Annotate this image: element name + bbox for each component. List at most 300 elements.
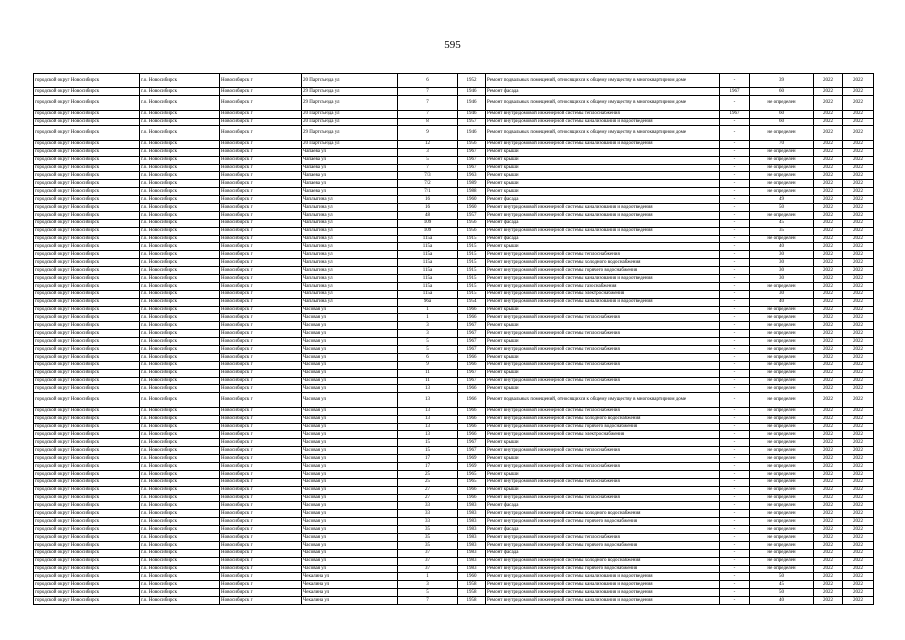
table-row xyxy=(34,227,874,235)
cell-house-number: 9 xyxy=(398,361,458,369)
cell-settlement: Новосибирск г xyxy=(220,74,302,88)
cell-district: г.о. Новосибирск xyxy=(140,346,220,354)
cell-build-year: 1946 xyxy=(458,126,486,140)
cell-plan-end-year: 2022 xyxy=(843,196,874,204)
cell-municipality: городской округ Новосибирск xyxy=(34,298,140,306)
cell-work-type: Ремонт внутридомовой инженерной системы холодного водоснабжения xyxy=(486,510,720,518)
cell-wear-percent: не определен xyxy=(750,541,814,549)
cell-last-repair-year: - xyxy=(720,415,750,423)
cell-plan-start-year: 2022 xyxy=(814,541,843,549)
cell-street: Чаплыгина ул xyxy=(302,251,398,259)
cell-municipality: городской округ Новосибирск xyxy=(34,74,140,88)
cell-house-number: 35 xyxy=(398,541,458,549)
cell-plan-end-year: 2022 xyxy=(843,431,874,439)
cell-work-type: Ремонт внутридомовой инженерной системы горячего водоснабжения xyxy=(486,518,720,526)
cell-district: г.о. Новосибирск xyxy=(140,462,220,470)
cell-plan-start-year: 2022 xyxy=(814,322,843,330)
cell-work-type: Ремонт фасада xyxy=(486,502,720,510)
cell-street: Часовая ул xyxy=(302,494,398,502)
cell-wear-percent: не определен xyxy=(750,494,814,502)
cell-district: г.о. Новосибирск xyxy=(140,227,220,235)
cell-district: г.о. Новосибирск xyxy=(140,455,220,463)
cell-settlement: Новосибирск г xyxy=(220,140,302,148)
cell-settlement: Новосибирск г xyxy=(220,314,302,322)
cell-work-type: Ремонт крыши xyxy=(486,470,720,478)
cell-plan-end-year: 2022 xyxy=(843,180,874,188)
cell-plan-end-year: 2022 xyxy=(843,353,874,361)
cell-district: г.о. Новосибирск xyxy=(140,235,220,243)
cell-last-repair-year: - xyxy=(720,259,750,267)
cell-plan-end-year: 2022 xyxy=(843,148,874,156)
cell-work-type: Ремонт внутридомовой инженерной системы электроснабжения xyxy=(486,290,720,298)
cell-plan-start-year: 2022 xyxy=(814,330,843,338)
cell-work-type: Ремонт фасада xyxy=(486,88,720,96)
cell-plan-start-year: 2022 xyxy=(814,172,843,180)
cell-street: Чапаева ул xyxy=(302,148,398,156)
cell-last-repair-year: - xyxy=(720,274,750,282)
cell-build-year: 1967 xyxy=(458,377,486,385)
cell-settlement: Новосибирск г xyxy=(220,164,302,172)
cell-plan-end-year: 2022 xyxy=(843,314,874,322)
cell-work-type: Ремонт фасада xyxy=(486,219,720,227)
cell-last-repair-year: - xyxy=(720,74,750,88)
cell-house-number: 3 xyxy=(398,581,458,589)
cell-settlement: Новосибирск г xyxy=(220,88,302,96)
cell-last-repair-year: - xyxy=(720,322,750,330)
cell-last-repair-year: - xyxy=(720,494,750,502)
cell-settlement: Новосибирск г xyxy=(220,415,302,423)
cell-work-type: Ремонт внутридомовой инженерной системы холодного водоснабжения xyxy=(486,557,720,565)
cell-municipality: городской округ Новосибирск xyxy=(34,188,140,196)
cell-plan-start-year: 2022 xyxy=(814,338,843,346)
cell-wear-percent: 50 xyxy=(750,203,814,211)
cell-district: г.о. Новосибирск xyxy=(140,573,220,581)
table-row xyxy=(34,346,874,354)
cell-house-number: 13 xyxy=(398,385,458,393)
cell-work-type: Ремонт внутридомовой инженерной системы теплоснабжения xyxy=(486,361,720,369)
cell-municipality: городской округ Новосибирск xyxy=(34,557,140,565)
cell-work-type: Ремонт внутридомовой инженерной системы горячего водоснабжения xyxy=(486,565,720,573)
cell-wear-percent: не определен xyxy=(750,565,814,573)
cell-build-year: 1915 xyxy=(458,282,486,290)
cell-last-repair-year: - xyxy=(720,541,750,549)
cell-district: г.о. Новосибирск xyxy=(140,431,220,439)
cell-work-type: Ремонт фасада xyxy=(486,526,720,534)
cell-work-type: Ремонт крыши xyxy=(486,188,720,196)
cell-house-number: 33 xyxy=(398,510,458,518)
cell-house-number: 27 xyxy=(398,494,458,502)
cell-wear-percent: не определен xyxy=(750,385,814,393)
cell-district: г.о. Новосибирск xyxy=(140,298,220,306)
cell-street: Часовая ул xyxy=(302,361,398,369)
table-row xyxy=(34,203,874,211)
cell-plan-end-year: 2022 xyxy=(843,526,874,534)
cell-wear-percent: не определен xyxy=(750,211,814,219)
cell-wear-percent: 60 xyxy=(750,118,814,126)
cell-plan-end-year: 2022 xyxy=(843,235,874,243)
table-row xyxy=(34,148,874,156)
cell-settlement: Новосибирск г xyxy=(220,597,302,605)
cell-municipality: городской округ Новосибирск xyxy=(34,415,140,423)
cell-settlement: Новосибирск г xyxy=(220,589,302,597)
cell-last-repair-year: - xyxy=(720,306,750,314)
cell-municipality: городской округ Новосибирск xyxy=(34,330,140,338)
cell-municipality: городской округ Новосибирск xyxy=(34,470,140,478)
table-row xyxy=(34,314,874,322)
cell-municipality: городской округ Новосибирск xyxy=(34,494,140,502)
cell-plan-end-year: 2022 xyxy=(843,96,874,110)
cell-street: Часовая ул xyxy=(302,470,398,478)
cell-settlement: Новосибирск г xyxy=(220,298,302,306)
cell-build-year: 1958 xyxy=(458,597,486,605)
cell-district: г.о. Новосибирск xyxy=(140,385,220,393)
cell-settlement: Новосибирск г xyxy=(220,180,302,188)
cell-plan-start-year: 2022 xyxy=(814,251,843,259)
cell-work-type: Ремонт фасада xyxy=(486,549,720,557)
cell-district: г.о. Новосибирск xyxy=(140,180,220,188)
table-row xyxy=(34,407,874,415)
cell-plan-end-year: 2022 xyxy=(843,407,874,415)
cell-work-type: Ремонт крыши xyxy=(486,180,720,188)
cell-settlement: Новосибирск г xyxy=(220,126,302,140)
cell-house-number: 17 xyxy=(398,462,458,470)
cell-build-year: 1915 xyxy=(458,274,486,282)
table-row xyxy=(34,431,874,439)
cell-plan-start-year: 2022 xyxy=(814,502,843,510)
table-row xyxy=(34,353,874,361)
cell-work-type: Ремонт крыши xyxy=(486,353,720,361)
cell-work-type: Ремонт внутридомовой инженерной системы горячего водоснабжения xyxy=(486,423,720,431)
table-row xyxy=(34,164,874,172)
cell-house-number: 37 xyxy=(398,549,458,557)
cell-last-repair-year: - xyxy=(720,96,750,110)
cell-street: 29 Партсъезда ул xyxy=(302,126,398,140)
cell-plan-end-year: 2022 xyxy=(843,322,874,330)
table-row xyxy=(34,211,874,219)
table-row xyxy=(34,518,874,526)
cell-municipality: городской округ Новосибирск xyxy=(34,290,140,298)
cell-build-year: 1966 xyxy=(458,306,486,314)
cell-street: Часовая ул xyxy=(302,423,398,431)
cell-work-type: Ремонт внутридомовой инженерной системы канализования и водоотведения xyxy=(486,589,720,597)
cell-plan-start-year: 2022 xyxy=(814,486,843,494)
cell-municipality: городской округ Новосибирск xyxy=(34,314,140,322)
cell-plan-start-year: 2022 xyxy=(814,211,843,219)
cell-plan-end-year: 2022 xyxy=(843,455,874,463)
cell-wear-percent: 30 xyxy=(750,259,814,267)
cell-house-number: 6 xyxy=(398,353,458,361)
cell-last-repair-year: - xyxy=(720,502,750,510)
cell-build-year: 1946 xyxy=(458,110,486,118)
cell-house-number: 7/2 xyxy=(398,180,458,188)
cell-settlement: Новосибирск г xyxy=(220,346,302,354)
cell-municipality: городской округ Новосибирск xyxy=(34,251,140,259)
cell-street: Часовая ул xyxy=(302,439,398,447)
cell-settlement: Новосибирск г xyxy=(220,393,302,407)
cell-plan-end-year: 2022 xyxy=(843,338,874,346)
cell-build-year: 1966 xyxy=(458,486,486,494)
cell-plan-end-year: 2022 xyxy=(843,330,874,338)
cell-district: г.о. Новосибирск xyxy=(140,533,220,541)
cell-settlement: Новосибирск г xyxy=(220,526,302,534)
cell-municipality: городской округ Новосибирск xyxy=(34,541,140,549)
cell-wear-percent: не определен xyxy=(750,314,814,322)
cell-wear-percent: 50 xyxy=(750,573,814,581)
cell-street: Часовая ул xyxy=(302,385,398,393)
cell-district: г.о. Новосибирск xyxy=(140,478,220,486)
cell-house-number: 115а xyxy=(398,290,458,298)
table-row xyxy=(34,235,874,243)
cell-municipality: городской округ Новосибирск xyxy=(34,140,140,148)
cell-plan-start-year: 2022 xyxy=(814,74,843,88)
cell-street: Чаплыгина ул xyxy=(302,211,398,219)
cell-plan-end-year: 2022 xyxy=(843,597,874,605)
cell-build-year: 1966 xyxy=(458,353,486,361)
cell-house-number: 7 xyxy=(398,96,458,110)
cell-settlement: Новосибирск г xyxy=(220,227,302,235)
table-row xyxy=(34,478,874,486)
cell-district: г.о. Новосибирск xyxy=(140,259,220,267)
cell-last-repair-year: - xyxy=(720,369,750,377)
cell-work-type: Ремонт фасада xyxy=(486,196,720,204)
cell-work-type: Ремонт внутридомовой инженерной системы теплоснабжения xyxy=(486,478,720,486)
cell-district: г.о. Новосибирск xyxy=(140,423,220,431)
cell-build-year: 1966 xyxy=(458,431,486,439)
cell-plan-end-year: 2022 xyxy=(843,346,874,354)
table-row xyxy=(34,589,874,597)
table-row xyxy=(34,369,874,377)
cell-street: Часовая ул xyxy=(302,330,398,338)
cell-work-type: Ремонт крыши xyxy=(486,455,720,463)
cell-district: г.о. Новосибирск xyxy=(140,156,220,164)
cell-wear-percent: не определен xyxy=(750,431,814,439)
cell-build-year: 1983 xyxy=(458,549,486,557)
cell-district: г.о. Новосибирск xyxy=(140,110,220,118)
cell-house-number: 16 xyxy=(398,196,458,204)
cell-street: Чапаева ул xyxy=(302,164,398,172)
cell-plan-end-year: 2022 xyxy=(843,203,874,211)
cell-plan-start-year: 2022 xyxy=(814,393,843,407)
cell-municipality: городской округ Новосибирск xyxy=(34,589,140,597)
table-row xyxy=(34,196,874,204)
cell-work-type: Ремонт крыши xyxy=(486,369,720,377)
cell-municipality: городской округ Новосибирск xyxy=(34,565,140,573)
cell-plan-end-year: 2022 xyxy=(843,486,874,494)
cell-work-type: Ремонт внутридомовой инженерной системы горячего водоснабжения xyxy=(486,541,720,549)
cell-house-number: 37 xyxy=(398,557,458,565)
cell-work-type: Ремонт внутридомовой инженерной системы теплоснабжения xyxy=(486,407,720,415)
cell-wear-percent: не определен xyxy=(750,415,814,423)
cell-work-type: Ремонт внутридомовой инженерной системы теплоснабжения xyxy=(486,251,720,259)
cell-district: г.о. Новосибирск xyxy=(140,88,220,96)
cell-street: Часовая ул xyxy=(302,478,398,486)
table-row xyxy=(34,526,874,534)
cell-municipality: городской округ Новосибирск xyxy=(34,338,140,346)
cell-house-number: 6 xyxy=(398,74,458,88)
cell-house-number: 115а xyxy=(398,235,458,243)
cell-plan-start-year: 2022 xyxy=(814,180,843,188)
cell-house-number: 25 xyxy=(398,470,458,478)
cell-wear-percent: не определен xyxy=(750,180,814,188)
table-row xyxy=(34,455,874,463)
cell-house-number: 7/3 xyxy=(398,172,458,180)
cell-settlement: Новосибирск г xyxy=(220,211,302,219)
cell-house-number: 7/1 xyxy=(398,188,458,196)
cell-district: г.о. Новосибирск xyxy=(140,322,220,330)
cell-last-repair-year: - xyxy=(720,478,750,486)
cell-settlement: Новосибирск г xyxy=(220,274,302,282)
table-row xyxy=(34,462,874,470)
cell-street: Часовая ул xyxy=(302,314,398,322)
cell-street: Часовая ул xyxy=(302,431,398,439)
cell-wear-percent: 49 xyxy=(750,196,814,204)
cell-plan-start-year: 2022 xyxy=(814,447,843,455)
table-row xyxy=(34,393,874,407)
repair-register-table xyxy=(33,73,874,605)
cell-settlement: Новосибирск г xyxy=(220,494,302,502)
table-row xyxy=(34,180,874,188)
cell-house-number: 37 xyxy=(398,565,458,573)
cell-work-type: Ремонт крыши xyxy=(486,156,720,164)
cell-plan-start-year: 2022 xyxy=(814,88,843,96)
cell-plan-start-year: 2022 xyxy=(814,549,843,557)
cell-plan-start-year: 2022 xyxy=(814,126,843,140)
cell-wear-percent: не определен xyxy=(750,156,814,164)
cell-municipality: городской округ Новосибирск xyxy=(34,486,140,494)
cell-plan-end-year: 2022 xyxy=(843,219,874,227)
cell-street: 20 Партсъезда ул xyxy=(302,74,398,88)
cell-last-repair-year: - xyxy=(720,227,750,235)
cell-street: Часовая ул xyxy=(302,407,398,415)
cell-house-number: 33 xyxy=(398,502,458,510)
cell-build-year: 1965 xyxy=(458,478,486,486)
cell-last-repair-year: - xyxy=(720,407,750,415)
cell-house-number: 8 xyxy=(398,118,458,126)
cell-house-number: 12 xyxy=(398,140,458,148)
cell-build-year: 1956 xyxy=(458,219,486,227)
cell-last-repair-year: - xyxy=(720,235,750,243)
cell-plan-end-year: 2022 xyxy=(843,74,874,88)
cell-build-year: 1915 xyxy=(458,259,486,267)
cell-district: г.о. Новосибирск xyxy=(140,494,220,502)
cell-district: г.о. Новосибирск xyxy=(140,96,220,110)
cell-last-repair-year: - xyxy=(720,377,750,385)
cell-settlement: Новосибирск г xyxy=(220,96,302,110)
cell-street: Чаплыгина ул xyxy=(302,203,398,211)
cell-municipality: городской округ Новосибирск xyxy=(34,455,140,463)
cell-last-repair-year: - xyxy=(720,431,750,439)
cell-wear-percent: 70 xyxy=(750,140,814,148)
cell-municipality: городской округ Новосибирск xyxy=(34,180,140,188)
cell-plan-end-year: 2022 xyxy=(843,172,874,180)
cell-house-number: 115а xyxy=(398,243,458,251)
cell-wear-percent: 30 xyxy=(750,274,814,282)
cell-build-year: 1960 xyxy=(458,203,486,211)
cell-municipality: городской округ Новосибирск xyxy=(34,243,140,251)
cell-house-number: 35 xyxy=(398,533,458,541)
cell-settlement: Новосибирск г xyxy=(220,431,302,439)
cell-plan-start-year: 2022 xyxy=(814,377,843,385)
cell-work-type: Ремонт внутридомовой инженерной системы канализования и водоотведения xyxy=(486,298,720,306)
cell-district: г.о. Новосибирск xyxy=(140,196,220,204)
cell-build-year: 1967 xyxy=(458,439,486,447)
cell-plan-start-year: 2022 xyxy=(814,235,843,243)
cell-work-type: Ремонт внутридомовой инженерной системы канализования и водоотведения xyxy=(486,573,720,581)
cell-wear-percent: не определен xyxy=(750,502,814,510)
cell-district: г.о. Новосибирск xyxy=(140,581,220,589)
cell-plan-end-year: 2022 xyxy=(843,518,874,526)
cell-build-year: 1967 xyxy=(458,369,486,377)
cell-house-number: 115а xyxy=(398,282,458,290)
cell-wear-percent: не определен xyxy=(750,447,814,455)
table-row xyxy=(34,243,874,251)
cell-plan-end-year: 2022 xyxy=(843,298,874,306)
cell-plan-end-year: 2022 xyxy=(843,259,874,267)
cell-district: г.о. Новосибирск xyxy=(140,502,220,510)
cell-plan-start-year: 2022 xyxy=(814,203,843,211)
cell-build-year: 1983 xyxy=(458,502,486,510)
cell-last-repair-year: - xyxy=(720,557,750,565)
cell-municipality: городской округ Новосибирск xyxy=(34,597,140,605)
table-row xyxy=(34,274,874,282)
cell-plan-start-year: 2022 xyxy=(814,227,843,235)
cell-district: г.о. Новосибирск xyxy=(140,251,220,259)
cell-plan-start-year: 2022 xyxy=(814,259,843,267)
cell-district: г.о. Новосибирск xyxy=(140,243,220,251)
cell-last-repair-year: - xyxy=(720,338,750,346)
cell-house-number: 7 xyxy=(398,110,458,118)
cell-plan-start-year: 2022 xyxy=(814,385,843,393)
cell-work-type: Ремонт внутридомовой инженерной системы теплоснабжения xyxy=(486,462,720,470)
cell-build-year: 1983 xyxy=(458,518,486,526)
cell-plan-end-year: 2022 xyxy=(843,557,874,565)
cell-work-type: Ремонт внутридомовой инженерной системы горячего водоснабжения xyxy=(486,267,720,275)
cell-work-type: Ремонт подвальных помещений, относящихся к общему имуществу в многоквартирном доме xyxy=(486,393,720,407)
cell-last-repair-year: 1967 xyxy=(720,110,750,118)
cell-house-number: 13 xyxy=(398,415,458,423)
cell-street: Чаплыгина ул xyxy=(302,282,398,290)
cell-build-year: 1958 xyxy=(458,581,486,589)
cell-wear-percent: не определен xyxy=(750,235,814,243)
cell-wear-percent: 39 xyxy=(750,74,814,88)
table-row xyxy=(34,502,874,510)
cell-build-year: 1915 xyxy=(458,290,486,298)
cell-plan-start-year: 2022 xyxy=(814,164,843,172)
cell-house-number: 115а xyxy=(398,274,458,282)
cell-wear-percent: 45 xyxy=(750,581,814,589)
cell-district: г.о. Новосибирск xyxy=(140,353,220,361)
cell-build-year: 1957 xyxy=(458,118,486,126)
cell-work-type: Ремонт внутридомовой инженерной системы теплоснабжения xyxy=(486,110,720,118)
cell-plan-start-year: 2022 xyxy=(814,573,843,581)
cell-house-number: 48 xyxy=(398,211,458,219)
cell-municipality: городской округ Новосибирск xyxy=(34,259,140,267)
cell-street: Чекалина ул xyxy=(302,589,398,597)
cell-work-type: Ремонт внутридомовой инженерной системы теплоснабжения xyxy=(486,330,720,338)
cell-last-repair-year: - xyxy=(720,251,750,259)
table-row xyxy=(34,439,874,447)
cell-plan-end-year: 2022 xyxy=(843,377,874,385)
cell-municipality: городской округ Новосибирск xyxy=(34,148,140,156)
cell-house-number: 115а xyxy=(398,251,458,259)
table-row xyxy=(34,330,874,338)
cell-last-repair-year: - xyxy=(720,510,750,518)
cell-wear-percent: не определен xyxy=(750,455,814,463)
cell-plan-end-year: 2022 xyxy=(843,502,874,510)
cell-municipality: городской округ Новосибирск xyxy=(34,267,140,275)
cell-street: Часовая ул xyxy=(302,533,398,541)
cell-plan-end-year: 2022 xyxy=(843,227,874,235)
